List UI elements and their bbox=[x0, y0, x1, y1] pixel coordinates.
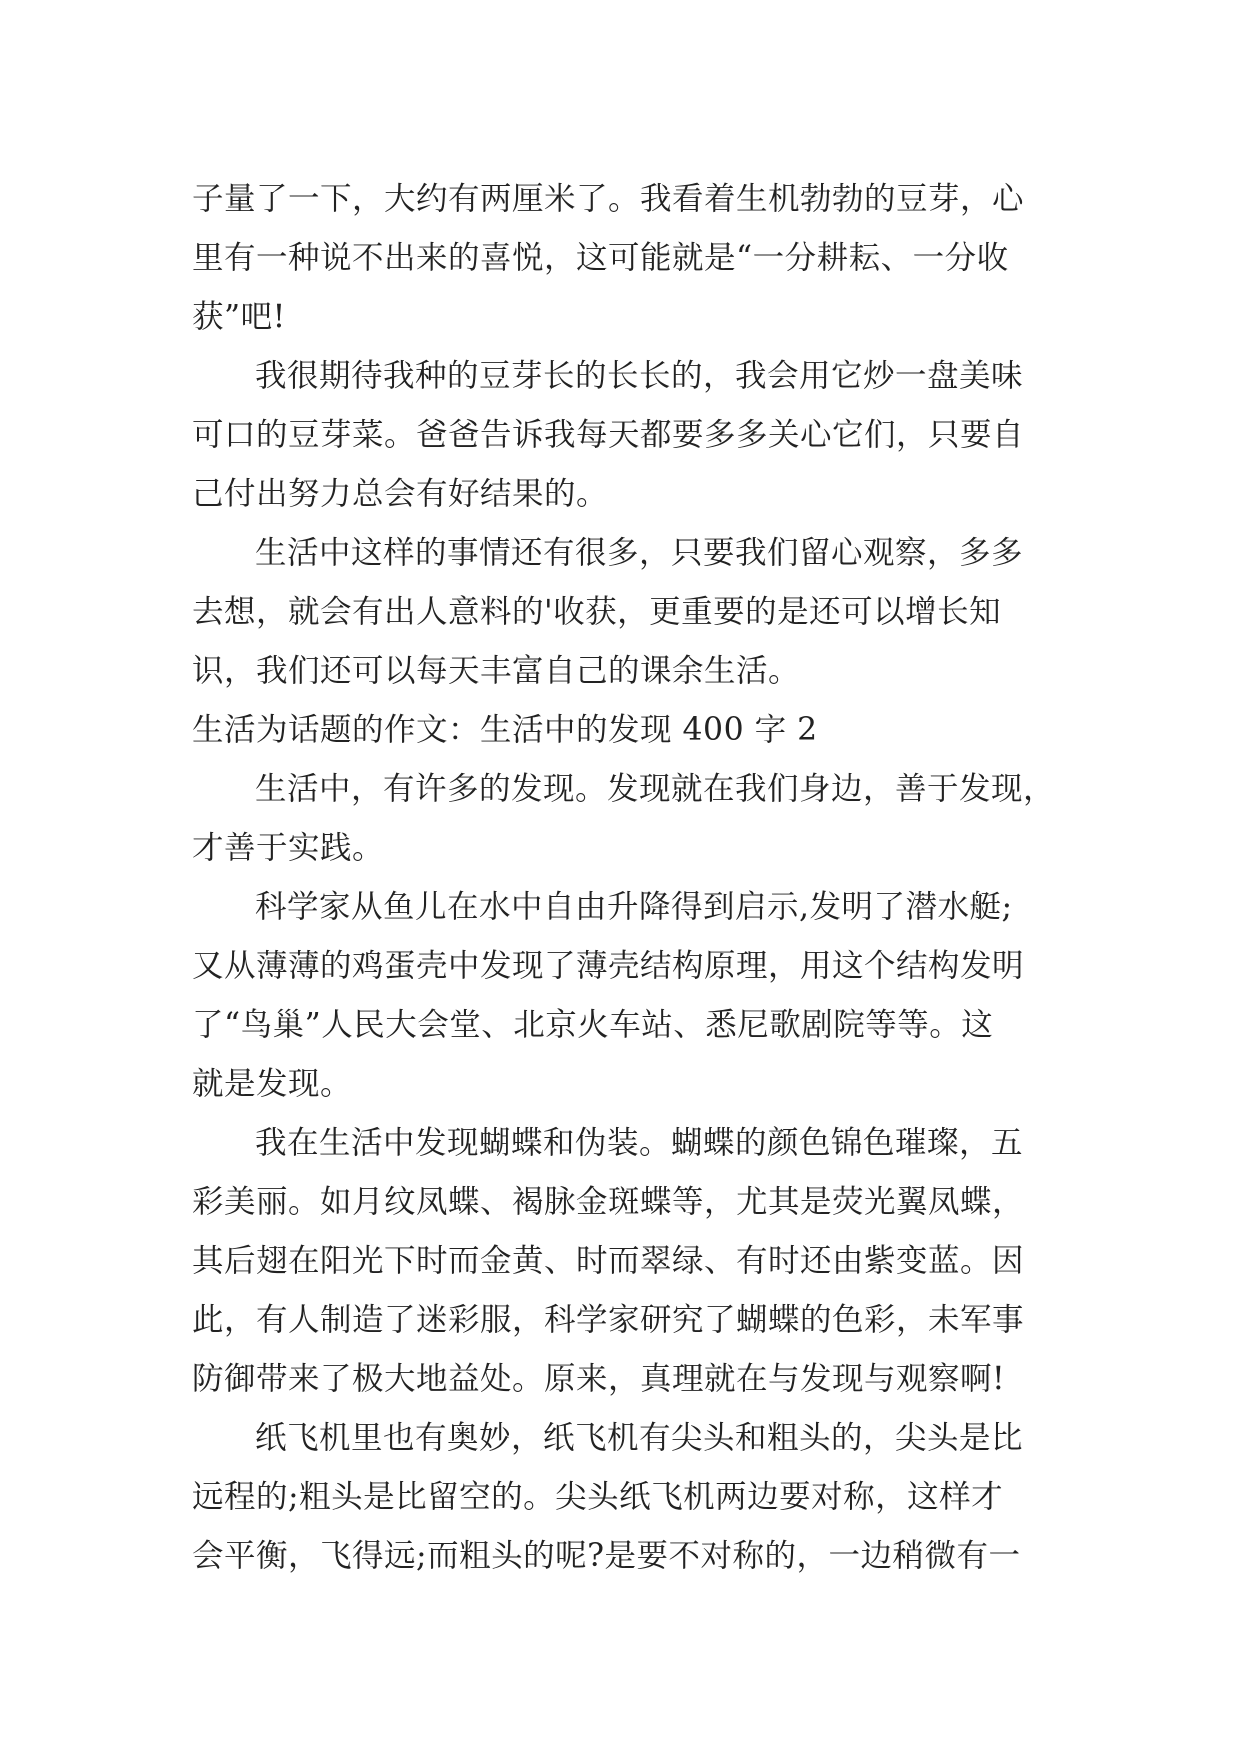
paragraph-first-line: 生活中，有许多的发现。发现就在我们身边，善于发现， bbox=[255, 771, 1056, 807]
paragraph-first-line: 科学家从鱼儿在水中自由升降得到启示,发明了潜水艇; bbox=[255, 889, 1013, 925]
text-line: 去想，就会有出人意料的'收获，更重要的是还可以增长知 bbox=[192, 594, 1002, 630]
text-line: 防御带来了极大地益处。原来，真理就在与发现与观察啊! bbox=[192, 1361, 1006, 1397]
paragraph-first-line: 纸飞机里也有奥妙，纸飞机有尖头和粗头的，尖头是比 bbox=[255, 1420, 1024, 1456]
text-line: 又从薄薄的鸡蛋壳中发现了薄壳结构原理，用这个结构发明 bbox=[192, 948, 1025, 984]
text-line: 己付出努力总会有好结果的。 bbox=[192, 476, 609, 512]
text-line: 彩美丽。如月纹凤蝶、褐脉金斑蝶等，尤其是荧光翼凤蝶， bbox=[192, 1184, 1025, 1220]
text-line: 此，有人制造了迷彩服，科学家研究了蝴蝶的色彩，未军事 bbox=[192, 1302, 1025, 1338]
text-line: 会平衡，飞得远;而粗头的呢?是要不对称的，一边稍微有一 bbox=[192, 1538, 1021, 1574]
text-line: 远程的;粗头是比留空的。尖头纸飞机两边要对称，这样才 bbox=[192, 1479, 1004, 1515]
text-line: 了“鸟巢”人民大会堂、北京火车站、悉尼歌剧院等等。这 bbox=[192, 1007, 994, 1043]
text-line: 其后翅在阳光下时而金黄、时而翠绿、有时还由紫变蓝。因 bbox=[192, 1243, 1025, 1279]
text-line: 才善于实践。 bbox=[192, 830, 385, 866]
paragraph-first-line: 我很期待我种的豆芽长的长长的，我会用它炒一盘美味 bbox=[255, 358, 1024, 394]
document-body bbox=[192, 170, 1056, 1586]
paragraph-first-line: 生活中这样的事情还有很多，只要我们留心观察，多多 bbox=[255, 535, 1024, 571]
text-line: 里有一种说不出来的喜悦，这可能就是“一分耕耘、一分收 bbox=[192, 240, 1009, 276]
text-line: 可口的豆芽菜。爸爸告诉我每天都要多多关心它们，只要自 bbox=[192, 417, 1025, 453]
section-heading: 生活为话题的作文：生活中的发现 400 字 2 bbox=[192, 712, 818, 748]
text-line: 获”吧! bbox=[192, 299, 286, 335]
text-line: 识，我们还可以每天丰富自己的课余生活。 bbox=[192, 653, 801, 689]
text-line: 子量了一下，大约有两厘米了。我看着生机勃勃的豆芽，心 bbox=[192, 181, 1025, 217]
paragraph-first-line: 我在生活中发现蝴蝶和伪装。蝴蝶的颜色锦色璀璨，五 bbox=[255, 1125, 1024, 1161]
text-line: 就是发现。 bbox=[192, 1066, 353, 1102]
